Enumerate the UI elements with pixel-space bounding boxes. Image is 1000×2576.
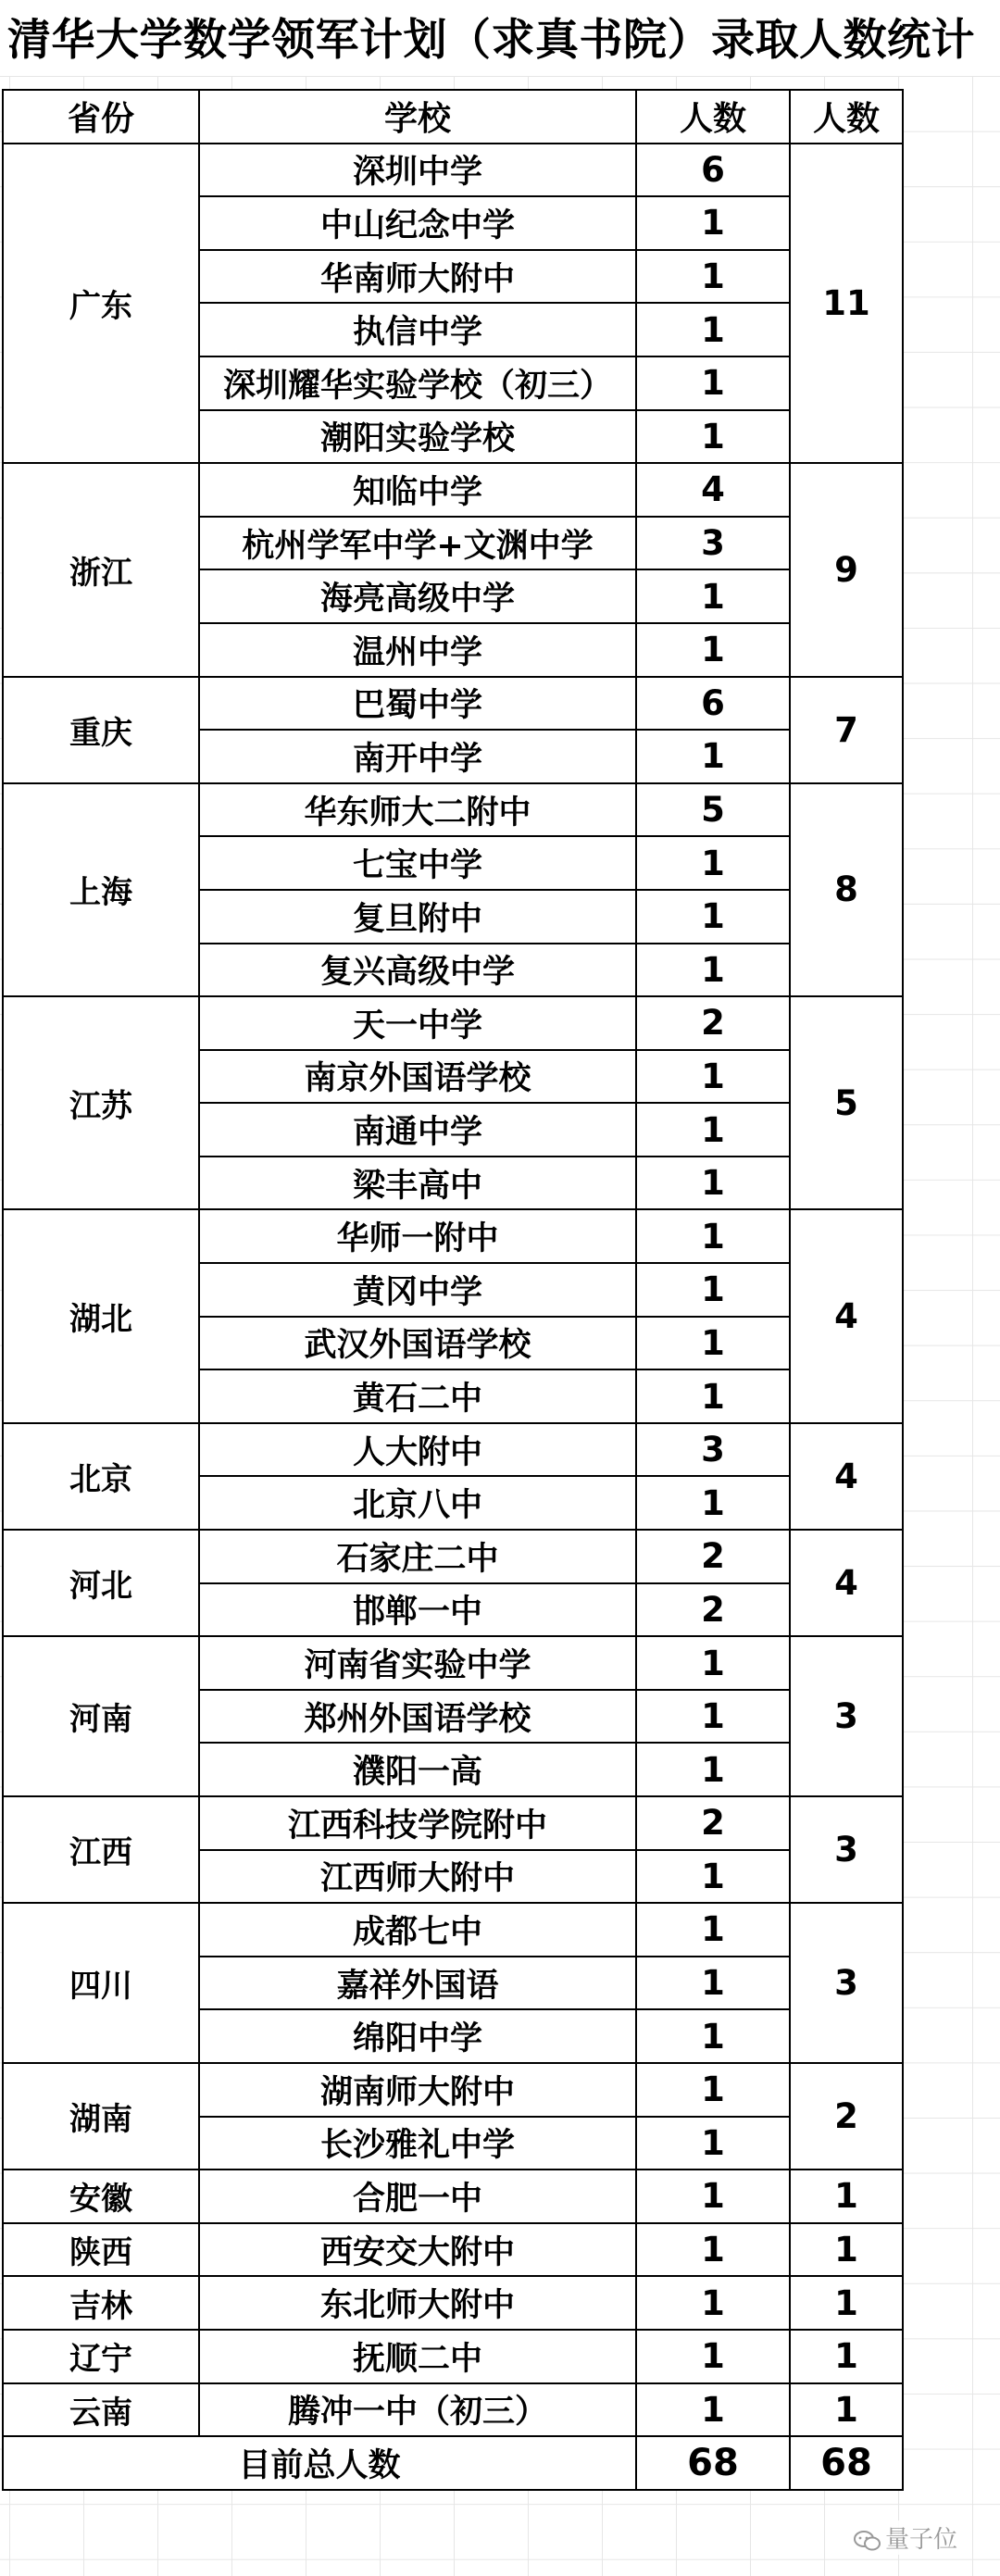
school-cell: 郑州外国语学校: [199, 1690, 636, 1744]
province-cell: 江西: [3, 1796, 199, 1903]
province-cell: 云南: [3, 2383, 199, 2437]
table-row: [3, 2223, 903, 2277]
count-cell: 1: [636, 1157, 790, 1210]
province-total-cell: 1: [790, 2170, 903, 2223]
school-cell: 西安交大附中: [199, 2223, 636, 2277]
school-cell: 七宝中学: [199, 836, 636, 890]
province-total-cell: 4: [790, 1209, 903, 1422]
header-province: 省份: [3, 90, 199, 144]
school-cell: 知临中学: [199, 463, 636, 517]
count-cell: 1: [636, 250, 790, 304]
count-cell: 1: [636, 1317, 790, 1370]
province-total-cell: 8: [790, 783, 903, 996]
province-total-cell: 7: [790, 677, 903, 783]
count-cell: 2: [636, 1530, 790, 1583]
school-cell: 嘉祥外国语: [199, 1957, 636, 2010]
province-cell: 广东: [3, 144, 199, 464]
count-cell: 1: [636, 1050, 790, 1104]
province-cell: 上海: [3, 783, 199, 996]
count-cell: 1: [636, 2223, 790, 2277]
table-row: [3, 144, 903, 197]
count-cell: 2: [636, 1796, 790, 1850]
school-cell: 南通中学: [199, 1103, 636, 1157]
province-cell: 辽宁: [3, 2330, 199, 2383]
count-cell: 1: [636, 410, 790, 464]
table-row: [3, 1209, 903, 1263]
province-cell: 江苏: [3, 996, 199, 1209]
school-cell: 深圳中学: [199, 144, 636, 197]
school-cell: 梁丰高中: [199, 1157, 636, 1210]
school-cell: 执信中学: [199, 303, 636, 356]
province-cell: 安徽: [3, 2170, 199, 2223]
school-cell: 人大附中: [199, 1423, 636, 1477]
count-cell: 1: [636, 2063, 790, 2117]
footer-count: 68: [636, 2436, 790, 2490]
count-cell: 1: [636, 1263, 790, 1317]
count-cell: 1: [636, 1690, 790, 1744]
province-total-cell: 11: [790, 144, 903, 464]
table-row: [3, 783, 903, 837]
count-cell: 1: [636, 623, 790, 677]
school-cell: 黄冈中学: [199, 1263, 636, 1317]
province-total-cell: 4: [790, 1530, 903, 1636]
watermark: [850, 2520, 961, 2555]
school-cell: 复旦附中: [199, 890, 636, 944]
footer-total: 68: [790, 2436, 903, 2490]
school-cell: 腾冲一中（初三）: [199, 2383, 636, 2437]
table-row: [3, 2063, 903, 2117]
count-cell: 1: [636, 1903, 790, 1957]
count-cell: 1: [636, 1209, 790, 1263]
count-cell: 4: [636, 463, 790, 517]
school-cell: 东北师大附中: [199, 2276, 636, 2330]
count-cell: 1: [636, 1636, 790, 1690]
school-cell: 南开中学: [199, 730, 636, 783]
count-cell: 1: [636, 890, 790, 944]
school-cell: 华师一附中: [199, 1209, 636, 1263]
count-cell: 1: [636, 2009, 790, 2063]
count-cell: 1: [636, 1743, 790, 1796]
school-cell: 湖南师大附中: [199, 2063, 636, 2117]
school-cell: 邯郸一中: [199, 1583, 636, 1637]
school-cell: 天一中学: [199, 996, 636, 1050]
province-total-cell: 1: [790, 2223, 903, 2277]
count-cell: 1: [636, 1476, 790, 1530]
count-cell: 1: [636, 836, 790, 890]
table-row: [3, 1423, 903, 1477]
school-cell: 潮阳实验学校: [199, 410, 636, 464]
table-row: [3, 677, 903, 731]
footer-label: 目前总人数: [3, 2436, 636, 2490]
school-cell: 海亮高级中学: [199, 569, 636, 623]
count-cell: 1: [636, 303, 790, 356]
school-cell: 石家庄二中: [199, 1530, 636, 1583]
school-cell: 濮阳一高: [199, 1743, 636, 1796]
count-cell: 1: [636, 944, 790, 997]
table-row: [3, 1796, 903, 1850]
province-cell: 湖北: [3, 1209, 199, 1422]
school-cell: 成都七中: [199, 1903, 636, 1957]
table-row: [3, 2383, 903, 2437]
table-row: [3, 1636, 903, 1690]
school-cell: 武汉外国语学校: [199, 1317, 636, 1370]
table-header-row: [3, 90, 903, 144]
page-title: 清华大学数学领军计划（求真书院）录取人数统计: [7, 15, 975, 66]
table-row: [3, 1903, 903, 1957]
school-cell: 巴蜀中学: [199, 677, 636, 731]
province-cell: 北京: [3, 1423, 199, 1530]
school-cell: 江西科技学院附中: [199, 1796, 636, 1850]
school-cell: 河南省实验中学: [199, 1636, 636, 1690]
header-school: 学校: [199, 90, 636, 144]
count-cell: 1: [636, 2276, 790, 2330]
school-cell: 华东师大二附中: [199, 783, 636, 837]
table-row: [3, 2276, 903, 2330]
count-cell: 3: [636, 1423, 790, 1477]
count-cell: 1: [636, 1957, 790, 2010]
province-total-cell: 2: [790, 2063, 903, 2170]
province-total-cell: 1: [790, 2330, 903, 2383]
count-cell: 1: [636, 1369, 790, 1423]
school-cell: 温州中学: [199, 623, 636, 677]
province-cell: 吉林: [3, 2276, 199, 2330]
wechat-icon: [854, 2531, 881, 2551]
school-cell: 江西师大附中: [199, 1850, 636, 1904]
admission-stats-table: [2, 89, 904, 2491]
school-cell: 深圳耀华实验学校（初三）: [199, 356, 636, 410]
count-cell: 1: [636, 2117, 790, 2170]
province-cell: 重庆: [3, 677, 199, 783]
province-total-cell: 5: [790, 996, 903, 1209]
count-cell: 2: [636, 996, 790, 1050]
count-cell: 3: [636, 517, 790, 570]
table-footer-row: [3, 2436, 903, 2490]
province-cell: 四川: [3, 1903, 199, 2063]
count-cell: 1: [636, 569, 790, 623]
count-cell: 1: [636, 196, 790, 250]
count-cell: 1: [636, 1103, 790, 1157]
province-cell: 河南: [3, 1636, 199, 1796]
school-cell: 中山纪念中学: [199, 196, 636, 250]
province-total-cell: 4: [790, 1423, 903, 1530]
school-cell: 北京八中: [199, 1476, 636, 1530]
province-total-cell: 3: [790, 1796, 903, 1903]
table-row: [3, 2330, 903, 2383]
count-cell: 1: [636, 1850, 790, 1904]
count-cell: 1: [636, 730, 790, 783]
count-cell: 5: [636, 783, 790, 837]
province-total-cell: 1: [790, 2276, 903, 2330]
province-cell: 湖南: [3, 2063, 199, 2170]
table-row: [3, 463, 903, 517]
table-row: [3, 996, 903, 1050]
province-cell: 陕西: [3, 2223, 199, 2277]
school-cell: 南京外国语学校: [199, 1050, 636, 1104]
table-row: [3, 1530, 903, 1583]
school-cell: 长沙雅礼中学: [199, 2117, 636, 2170]
school-cell: 复兴高级中学: [199, 944, 636, 997]
school-cell: 抚顺二中: [199, 2330, 636, 2383]
table-row: [3, 2170, 903, 2223]
count-cell: 1: [636, 2383, 790, 2437]
school-cell: 杭州学军中学+文渊中学: [199, 517, 636, 570]
school-cell: 黄石二中: [199, 1369, 636, 1423]
count-cell: 2: [636, 1583, 790, 1637]
school-cell: 华南师大附中: [199, 250, 636, 304]
count-cell: 1: [636, 2330, 790, 2383]
province-cell: 河北: [3, 1530, 199, 1636]
count-cell: 6: [636, 144, 790, 197]
school-cell: 合肥一中: [199, 2170, 636, 2223]
school-cell: 绵阳中学: [199, 2009, 636, 2063]
header-count: 人数: [636, 90, 790, 144]
province-total-cell: 9: [790, 463, 903, 676]
count-cell: 1: [636, 2170, 790, 2223]
province-total-cell: 3: [790, 1903, 903, 2063]
count-cell: 6: [636, 677, 790, 731]
province-total-cell: 1: [790, 2383, 903, 2437]
province-cell: 浙江: [3, 463, 199, 676]
watermark-text: 量子位: [885, 2526, 958, 2554]
province-total-cell: 3: [790, 1636, 903, 1796]
count-cell: 1: [636, 356, 790, 410]
header-total: 人数: [790, 90, 903, 144]
